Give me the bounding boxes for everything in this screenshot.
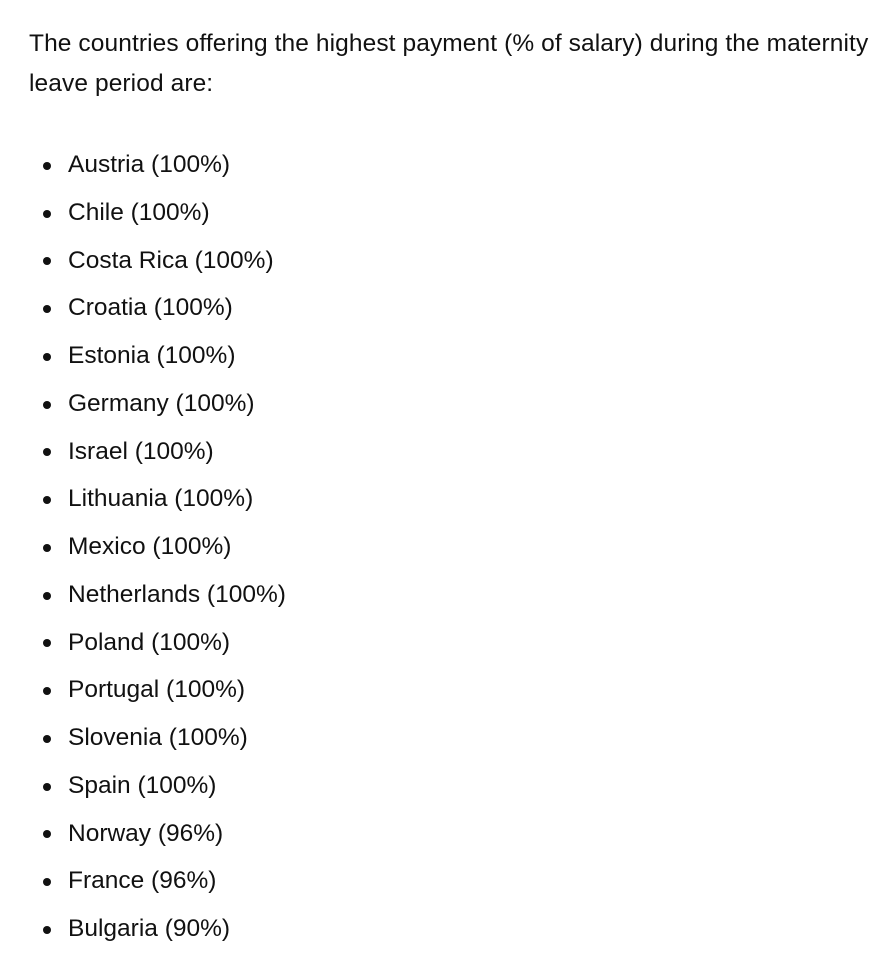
country-label: Estonia (100%) — [68, 342, 236, 369]
bullet-icon — [43, 257, 51, 265]
list-item — [29, 380, 869, 428]
country-label: Austria (100%) — [68, 151, 231, 178]
country-label: Bulgaria (90%) — [68, 915, 231, 942]
intro-paragraph: The countries offering the highest payment (% of salary) during the maternity leave period are: — [29, 30, 869, 97]
bullet-icon — [43, 353, 51, 361]
bullet-icon — [43, 735, 51, 743]
list-item — [29, 857, 869, 905]
message-content — [29, 24, 869, 953]
list-item — [29, 284, 869, 332]
bullet-icon — [43, 687, 51, 695]
bullet-icon — [43, 878, 51, 886]
list-item — [29, 428, 869, 476]
bullet-icon — [43, 305, 51, 313]
list-item — [29, 237, 869, 285]
country-label: Croatia (100%) — [68, 294, 233, 322]
list-item — [29, 905, 869, 953]
bullet-icon — [43, 162, 51, 170]
country-label: Costa Rica (100%) — [68, 246, 274, 274]
list-item — [29, 571, 869, 619]
list-item — [29, 762, 869, 810]
list-item — [29, 666, 869, 714]
bullet-icon — [43, 639, 51, 647]
country-label: Norway (96%) — [68, 819, 224, 847]
bullet-icon — [43, 830, 51, 838]
bullet-icon — [43, 210, 51, 218]
bullet-icon — [43, 926, 51, 934]
bullet-icon — [43, 592, 51, 600]
country-label: France (96%) — [68, 867, 217, 895]
list-item — [29, 141, 869, 189]
bullet-icon — [43, 783, 51, 791]
country-label: Netherlands (100%) — [68, 580, 286, 608]
bullet-icon — [43, 496, 51, 504]
country-label: Mexico (100%) — [68, 533, 232, 560]
list-item — [29, 523, 869, 571]
country-label: Spain (100%) — [68, 771, 217, 799]
bullet-icon — [43, 544, 51, 552]
country-label: Slovenia (100%) — [68, 724, 248, 751]
list-item — [29, 475, 869, 523]
country-label: Lithuania (100%) — [68, 485, 254, 513]
list-item — [29, 619, 869, 667]
country-label: Germany (100%) — [68, 389, 255, 417]
country-list — [29, 141, 869, 953]
list-item — [29, 810, 869, 858]
country-label: Poland (100%) — [68, 628, 231, 656]
bullet-icon — [43, 448, 51, 456]
list-item — [29, 189, 869, 237]
country-label: Chile (100%) — [68, 198, 210, 226]
list-item — [29, 714, 869, 762]
list-item — [29, 332, 869, 380]
bullet-icon — [43, 401, 51, 409]
country-label: Israel (100%) — [68, 437, 214, 465]
country-label: Portugal (100%) — [68, 676, 246, 704]
